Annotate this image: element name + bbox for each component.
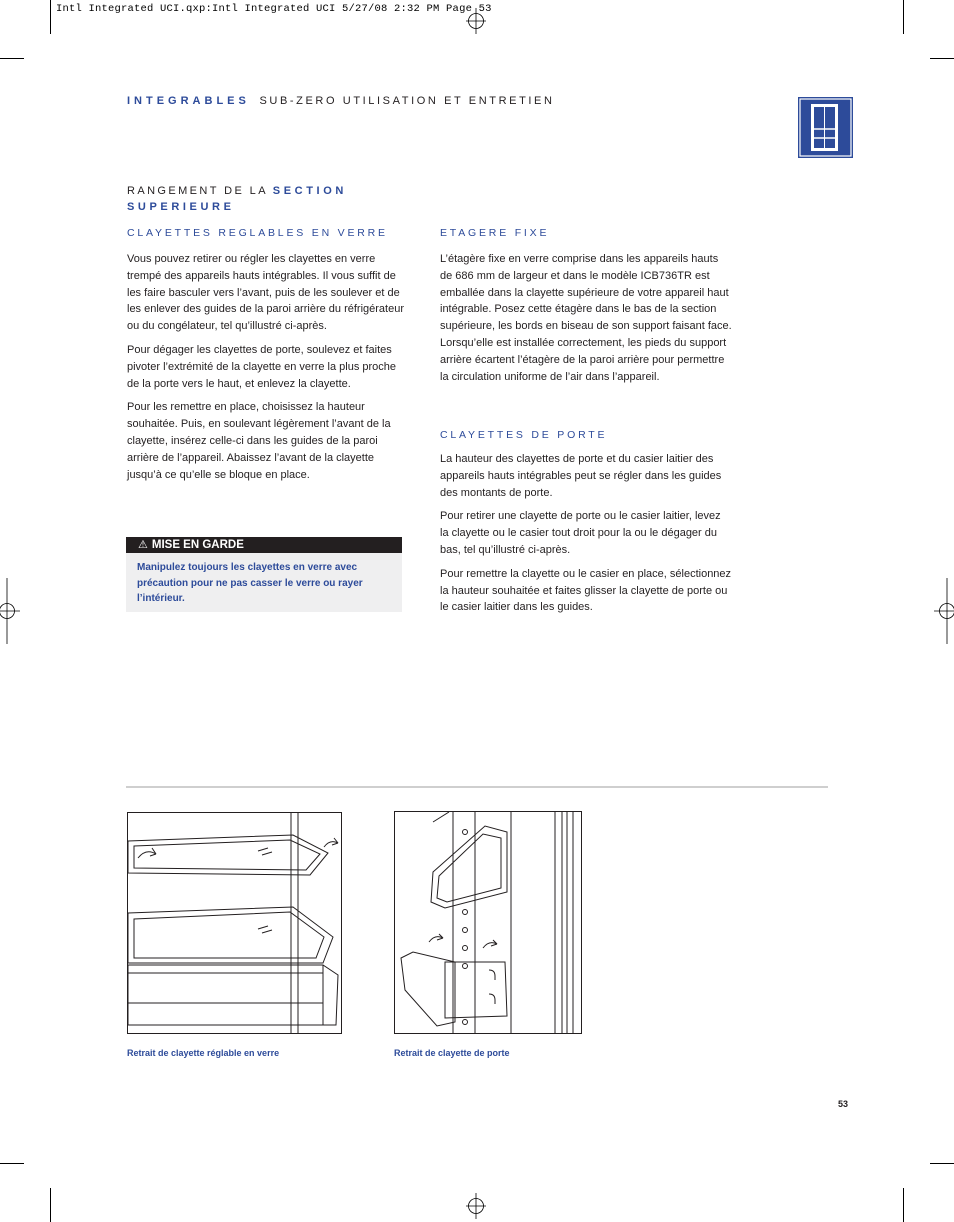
registration-mark-right <box>932 578 954 644</box>
heading-adjustable-shelves: CLAYETTES REGLABLES EN VERRE <box>127 227 388 239</box>
section-title-emphasis: SECTION SUPERIEURE <box>127 185 347 213</box>
paragraph: La hauteur des clayettes de porte et du casier laitier des appareils hauts intégrables peut se régler dans les guides des montants de porte. <box>440 453 722 499</box>
paragraph: L’étagère fixe en verre comprise dans les appareils hauts de 686 mm de largeur et dans le modèle ICB736TR est emballée dans la clayette supérieure de votre appareil haut intégrable. Posez cette étagère dans le bas de la section supérieure, les bords en biseau de son support faisant face. Lorsqu’elle est installée correctement, les pieds du support arrière écartent l’étagère de la paroi arrière pour permettre la circulation uniforme de l’air dans l’appareil. <box>440 253 732 383</box>
crop-mark <box>930 1163 954 1164</box>
warning-triangle-icon: ⚠ <box>138 539 148 551</box>
paragraph: Pour remettre la clayette ou le casier en place, sélectionnez la hauteur souhaitée et faites glisser la clayette de porte ou le casier laitier dans les guides. <box>440 567 732 614</box>
section-title-prefix: RANGEMENT DE LA <box>127 185 268 197</box>
left-column-text <box>127 251 405 490</box>
crop-mark <box>50 0 51 34</box>
horizontal-rule <box>126 786 828 788</box>
warning-text: Manipulez toujours les clayettes en verre avec précaution pour ne pas casser le verre ou rayer l’intérieur. <box>137 562 363 605</box>
figure-door-shelf-removal <box>394 811 582 1034</box>
figure-glass-shelf-removal <box>127 812 342 1034</box>
heading-fixed-shelf: ETAGERE FIXE <box>440 227 550 239</box>
header-title: SUB-ZERO UTILISATION ET ENTRETIEN <box>259 95 555 107</box>
page-number: 53 <box>838 1099 849 1109</box>
paragraph: Pour dégager les clayettes de porte, soulevez et faites pivoter l’extrémité de la clayette en verre la plus proche de la porte vers le haut, et enlevez la clayette. <box>127 343 397 390</box>
refrigerator-tab-icon <box>798 97 853 158</box>
crop-mark <box>930 58 954 59</box>
paragraph: Pour les remettre en place, choisissez la hauteur souhaitée. Puis, en soulevant légèrement l’avant de la clayette, insérez celle-ci dans les guides de la paroi arrière de l’appareil. Abaissez l’avant de la clayette jusqu’à ce qu’elle se bloque en place. <box>127 401 391 481</box>
caption-door-shelf: Retrait de clayette de porte <box>394 1048 510 1058</box>
section-title <box>127 183 387 215</box>
crop-mark <box>0 58 24 59</box>
registration-mark-bottom <box>466 1193 486 1219</box>
header-brand: INTEGRABLES <box>127 95 250 107</box>
right-column-text-2 <box>440 451 732 623</box>
warning-header <box>126 537 402 553</box>
print-slug-line: Intl Integrated UCI.qxp:Intl Integrated UCI 5/27/08 2:32 PM Page 53 <box>56 3 492 15</box>
crop-mark <box>0 1163 24 1164</box>
running-header <box>127 95 555 107</box>
registration-mark-left <box>0 578 22 644</box>
heading-door-shelves: CLAYETTES DE PORTE <box>440 429 608 441</box>
crop-mark <box>50 1188 51 1222</box>
right-column-text-1 <box>440 251 732 392</box>
crop-mark <box>903 1188 904 1222</box>
warning-label: MISE EN GARDE <box>151 539 244 551</box>
paragraph: Pour retirer une clayette de porte ou le casier laitier, levez la clayette ou le casier tout droit pour la ou le dégager du bas, tel qu’illustré ci-après. <box>440 510 721 556</box>
caption-glass-shelf: Retrait de clayette réglable en verre <box>127 1048 280 1058</box>
crop-mark <box>903 0 904 34</box>
paragraph: Vous pouvez retirer ou régler les clayettes en verre trempé des appareils hauts intégrables. Il vous suffit de les faire basculer vers l’avant, puis de les soulever et de les enlever des guides de la paroi arrière du réfrigérateur ou du congélateur, tel qu’illustré ci-après. <box>127 253 404 333</box>
